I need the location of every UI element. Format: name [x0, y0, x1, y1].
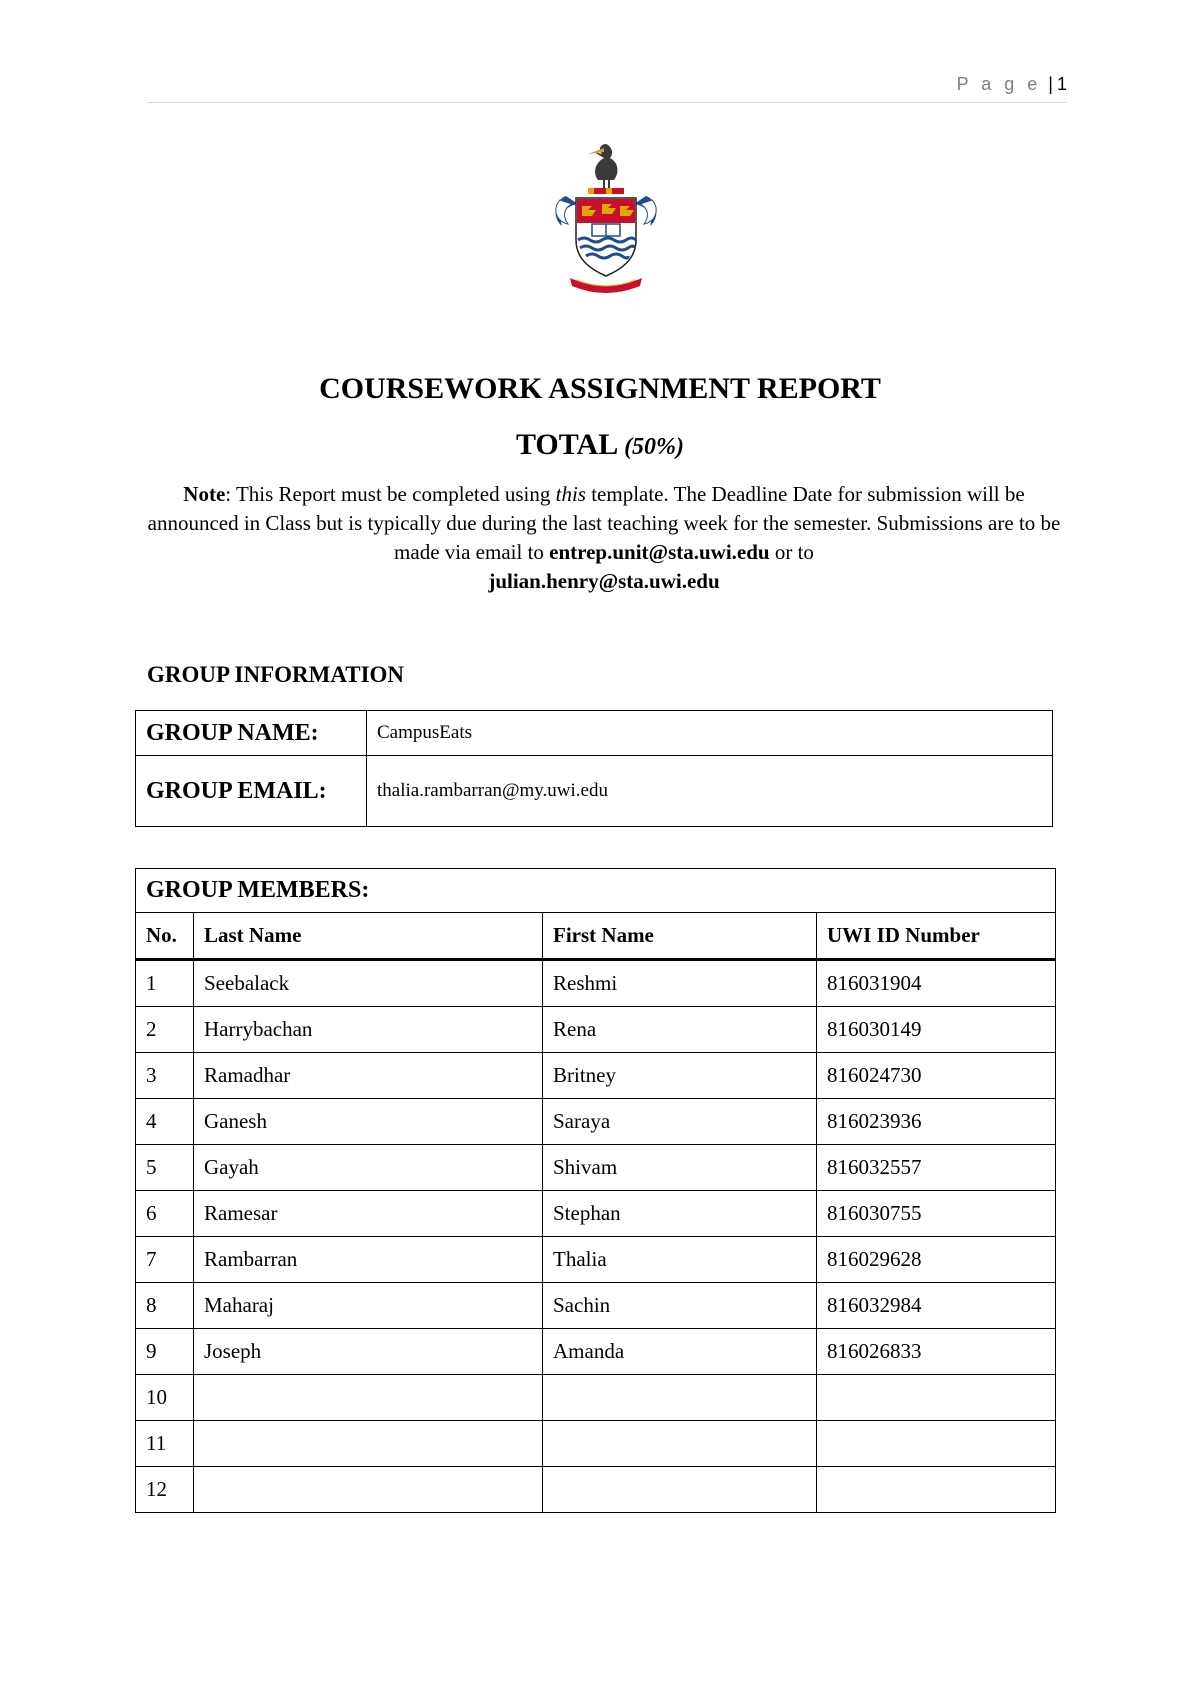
column-header-first-name: First Name — [543, 913, 817, 960]
member-uwi-id: 816026833 — [817, 1329, 1056, 1375]
table-row — [136, 1053, 1056, 1099]
member-uwi-id: 816032557 — [817, 1145, 1056, 1191]
table-row — [136, 1145, 1056, 1191]
note-text-3: or to — [769, 540, 814, 564]
member-uwi-id: 816030149 — [817, 1007, 1056, 1053]
table-row — [136, 1421, 1056, 1467]
group-name-value: CampusEats — [367, 711, 1053, 756]
group-name-label: GROUP NAME: — [136, 711, 367, 756]
member-uwi-id: 816031904 — [817, 960, 1056, 1007]
member-first-name: Thalia — [543, 1237, 817, 1283]
member-last-name: Seebalack — [194, 960, 543, 1007]
member-first-name: Britney — [543, 1053, 817, 1099]
group-info-table — [135, 710, 1053, 827]
member-uwi-id: 816024730 — [817, 1053, 1056, 1099]
university-crest-logo — [548, 140, 664, 300]
member-first-name: Reshmi — [543, 960, 817, 1007]
member-no: 8 — [136, 1283, 194, 1329]
table-row — [136, 1329, 1056, 1375]
member-uwi-id: 816032984 — [817, 1283, 1056, 1329]
group-members-table — [135, 868, 1056, 1513]
member-first-name: Amanda — [543, 1329, 817, 1375]
group-information-heading: GROUP INFORMATION — [147, 662, 405, 687]
member-uwi-id — [817, 1467, 1056, 1513]
page-number-value: 1 — [1056, 74, 1067, 94]
member-uwi-id — [817, 1375, 1056, 1421]
members-header-row — [136, 913, 1056, 960]
member-uwi-id: 816029628 — [817, 1237, 1056, 1283]
page-header — [147, 70, 1067, 103]
total-percentage: (50%) — [624, 434, 685, 460]
table-row — [136, 1467, 1056, 1513]
report-total — [0, 428, 1200, 462]
table-row — [136, 1375, 1056, 1421]
group-name-row — [136, 711, 1053, 756]
group-email-label: GROUP EMAIL: — [136, 756, 367, 827]
column-header-last-name: Last Name — [194, 913, 543, 960]
member-last-name — [194, 1467, 543, 1513]
submission-email-2: julian.henry@sta.uwi.edu — [488, 569, 720, 593]
member-last-name — [194, 1421, 543, 1467]
member-first-name: Saraya — [543, 1099, 817, 1145]
table-row — [136, 1283, 1056, 1329]
note-label: Note — [183, 482, 226, 506]
member-last-name: Gayah — [194, 1145, 543, 1191]
member-no: 10 — [136, 1375, 194, 1421]
page-word: P a g e — [956, 74, 1042, 94]
member-last-name: Joseph — [194, 1329, 543, 1375]
member-no: 1 — [136, 960, 194, 1007]
total-label: TOTAL — [515, 428, 617, 461]
members-caption: GROUP MEMBERS: — [136, 869, 1056, 913]
report-title: COURSEWORK ASSIGNMENT REPORT — [319, 372, 881, 405]
member-first-name — [543, 1375, 817, 1421]
member-no: 6 — [136, 1191, 194, 1237]
member-first-name — [543, 1467, 817, 1513]
member-uwi-id: 816023936 — [817, 1099, 1056, 1145]
member-first-name: Sachin — [543, 1283, 817, 1329]
member-last-name: Ramesar — [194, 1191, 543, 1237]
member-first-name: Shivam — [543, 1145, 817, 1191]
member-last-name: Ganesh — [194, 1099, 543, 1145]
column-header-no: No. — [136, 913, 194, 960]
table-row — [136, 1191, 1056, 1237]
member-no: 12 — [136, 1467, 194, 1513]
member-no: 9 — [136, 1329, 194, 1375]
member-no: 5 — [136, 1145, 194, 1191]
member-last-name: Maharaj — [194, 1283, 543, 1329]
column-header-uwi-id: UWI ID Number — [817, 913, 1056, 960]
member-no: 11 — [136, 1421, 194, 1467]
note-text-1: : This Report must be completed using — [225, 482, 556, 506]
table-row — [136, 960, 1056, 1007]
member-last-name: Ramadhar — [194, 1053, 543, 1099]
members-caption-row — [136, 869, 1056, 913]
member-no: 3 — [136, 1053, 194, 1099]
member-first-name: Rena — [543, 1007, 817, 1053]
member-last-name: Harrybachan — [194, 1007, 543, 1053]
member-last-name: Rambarran — [194, 1237, 543, 1283]
table-row — [136, 1099, 1056, 1145]
member-no: 2 — [136, 1007, 194, 1053]
table-row — [136, 1237, 1056, 1283]
member-last-name — [194, 1375, 543, 1421]
page-separator: | — [1048, 74, 1053, 94]
member-first-name — [543, 1421, 817, 1467]
note-text-2: template. The Deadline Date for submission will be announced in Class but is typically due during the last teaching week for the semester. Submissions are to be made via email to — [147, 482, 1061, 564]
submission-note — [140, 480, 1068, 596]
page-number — [957, 74, 1067, 95]
member-no: 7 — [136, 1237, 194, 1283]
member-uwi-id — [817, 1421, 1056, 1467]
member-no: 4 — [136, 1099, 194, 1145]
member-first-name: Stephan — [543, 1191, 817, 1237]
group-email-value: thalia.rambarran@my.uwi.edu — [367, 756, 1053, 827]
table-row — [136, 1007, 1056, 1053]
submission-email-1: entrep.unit@sta.uwi.edu — [549, 540, 770, 564]
member-uwi-id: 816030755 — [817, 1191, 1056, 1237]
members-body — [136, 960, 1056, 1513]
note-emphasis: this — [555, 482, 586, 506]
group-email-row — [136, 756, 1053, 827]
